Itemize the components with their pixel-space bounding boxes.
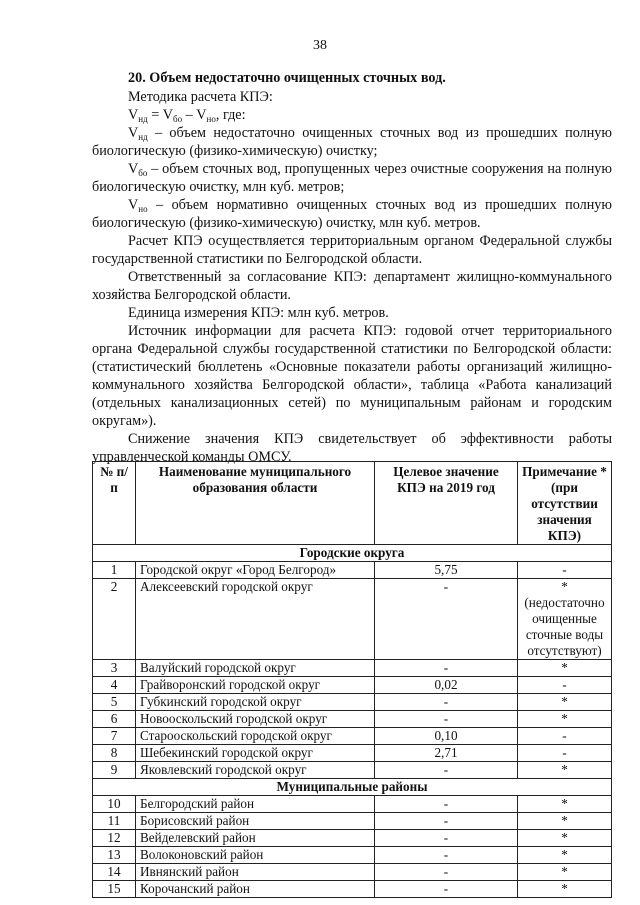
table-row bbox=[93, 813, 612, 830]
row-target: - bbox=[375, 813, 518, 830]
table-row bbox=[93, 677, 612, 694]
row-target: 0,10 bbox=[375, 728, 518, 745]
row-target: - bbox=[375, 847, 518, 864]
method-block bbox=[92, 88, 612, 466]
row-num: 2 bbox=[93, 579, 136, 660]
header-target: Целевое значение КПЭ на 2019 год bbox=[375, 462, 518, 545]
row-target: - bbox=[375, 694, 518, 711]
table-row bbox=[93, 711, 612, 728]
row-name: Ивнянский район bbox=[136, 864, 375, 881]
row-target: 0,02 bbox=[375, 677, 518, 694]
row-target: - bbox=[375, 579, 518, 660]
row-note: * bbox=[518, 694, 612, 711]
page-number: 38 bbox=[313, 38, 327, 53]
row-target: - bbox=[375, 830, 518, 847]
section-row-municipal bbox=[93, 779, 612, 796]
formula-line: $V_{нд} = V_{бо} - V_{но}$, где: bbox=[128, 107, 246, 124]
row-name: Губкинский городской округ bbox=[136, 694, 375, 711]
row-note: * bbox=[518, 830, 612, 847]
row-target: - bbox=[375, 660, 518, 677]
row-note: * bbox=[518, 762, 612, 779]
row-target: - bbox=[375, 796, 518, 813]
row-target: - bbox=[375, 864, 518, 881]
table-row bbox=[93, 694, 612, 711]
row-name: Белгородский район bbox=[136, 796, 375, 813]
row-note: * (недостаточно очищенные сточные воды отсутствуют) bbox=[518, 579, 612, 660]
header-name: Наименование муниципального образования области bbox=[136, 462, 375, 545]
row-note: - bbox=[518, 562, 612, 579]
row-note: - bbox=[518, 677, 612, 694]
section-heading: 20. Объем недостаточно очищенных сточных вод. bbox=[128, 70, 446, 86]
row-note: - bbox=[518, 745, 612, 762]
table-row bbox=[93, 796, 612, 813]
row-note: * bbox=[518, 847, 612, 864]
row-name: Борисовский район bbox=[136, 813, 375, 830]
table-row bbox=[93, 864, 612, 881]
row-num: 7 bbox=[93, 728, 136, 745]
row-num: 3 bbox=[93, 660, 136, 677]
row-name: Городской округ «Город Белгород» bbox=[136, 562, 375, 579]
row-num: 5 bbox=[93, 694, 136, 711]
row-num: 12 bbox=[93, 830, 136, 847]
table-row bbox=[93, 847, 612, 864]
row-num: 9 bbox=[93, 762, 136, 779]
row-note: - bbox=[518, 728, 612, 745]
row-name: Яковлевский городской округ bbox=[136, 762, 375, 779]
row-name: Алексеевский городской округ bbox=[136, 579, 375, 660]
row-name: Валуйский городской округ bbox=[136, 660, 375, 677]
row-num: 13 bbox=[93, 847, 136, 864]
table-row bbox=[93, 762, 612, 779]
definition-vbo: $V_{бо}$ – объем сточных вод, пропущенных через очистные сооружения на полную биологическую очистку, млн куб. метров; bbox=[92, 161, 612, 195]
row-name: Грайворонский городской округ bbox=[136, 677, 375, 694]
section-row-urban bbox=[93, 545, 612, 562]
table-row bbox=[93, 579, 612, 660]
table-row bbox=[93, 728, 612, 745]
row-note: * bbox=[518, 660, 612, 677]
row-target: 5,75 bbox=[375, 562, 518, 579]
row-note: * bbox=[518, 813, 612, 830]
row-note: * bbox=[518, 711, 612, 728]
row-target: - bbox=[375, 881, 518, 898]
paragraph-unit: Единица измерения КПЭ: млн куб. метров. bbox=[128, 305, 389, 321]
table-row bbox=[93, 745, 612, 762]
paragraph-calc: Расчет КПЭ осуществляется территориальным органом Федеральной службы государственной статистики по Белгородской области. bbox=[92, 233, 612, 267]
row-name: Новооскольский городской округ bbox=[136, 711, 375, 728]
row-note: * bbox=[518, 881, 612, 898]
row-num: 11 bbox=[93, 813, 136, 830]
row-note: * bbox=[518, 864, 612, 881]
row-name: Шебекинский городской округ bbox=[136, 745, 375, 762]
header-note: Примечание * (при отсутствии значения КПЭ) bbox=[518, 462, 612, 545]
row-target: - bbox=[375, 762, 518, 779]
section-label: Городские округа bbox=[93, 545, 612, 562]
row-num: 1 bbox=[93, 562, 136, 579]
row-target: 2,71 bbox=[375, 745, 518, 762]
table-row bbox=[93, 830, 612, 847]
row-num: 10 bbox=[93, 796, 136, 813]
table-header-row bbox=[93, 462, 612, 545]
row-note: * bbox=[518, 796, 612, 813]
row-num: 6 bbox=[93, 711, 136, 728]
section-label: Муниципальные районы bbox=[93, 779, 612, 796]
definition-vno: $V_{но}$ – объем нормативно очищенных сточных вод из прошедших полную биологическую (физико-химическую) очистку, млн куб. метров. bbox=[92, 197, 612, 231]
row-name: Вейделевский район bbox=[136, 830, 375, 847]
row-num: 14 bbox=[93, 864, 136, 881]
paragraph-source: Источник информации для расчета КПЭ: годовой отчет территориального органа Федеральной службы государственной статистики по Белгородской области: (статистический бюллетень «Основные показатели работы организаций жилищно-коммунального хозяйства Белгородской области», таблица «Работа канализаций (отдельных канализационных сетей) по муниципальным районам и городским округам»). bbox=[92, 323, 612, 429]
row-num: 8 bbox=[93, 745, 136, 762]
header-num: № п/п bbox=[93, 462, 136, 545]
definition-vnd: $V_{нд}$ – объем недостаточно очищенных сточных вод из прошедших полную биологическую (физико-химическую) очистку; bbox=[92, 125, 612, 159]
table-row bbox=[93, 660, 612, 677]
paragraph-decrease: Снижение значения КПЭ свидетельствует об эффективности работы управленческой команды ОМСУ. bbox=[92, 431, 612, 465]
row-num: 15 bbox=[93, 881, 136, 898]
row-target: - bbox=[375, 711, 518, 728]
row-name: Старооскольский городской округ bbox=[136, 728, 375, 745]
table-row bbox=[93, 881, 612, 898]
row-name: Волоконовский район bbox=[136, 847, 375, 864]
row-num: 4 bbox=[93, 677, 136, 694]
method-title: Методика расчета КПЭ: bbox=[128, 89, 273, 105]
paragraph-responsible: Ответственный за согласование КПЭ: департамент жилищно-коммунального хозяйства Белгородской области. bbox=[92, 269, 612, 303]
table-row bbox=[93, 562, 612, 579]
kpe-table bbox=[92, 461, 612, 898]
row-name: Корочанский район bbox=[136, 881, 375, 898]
